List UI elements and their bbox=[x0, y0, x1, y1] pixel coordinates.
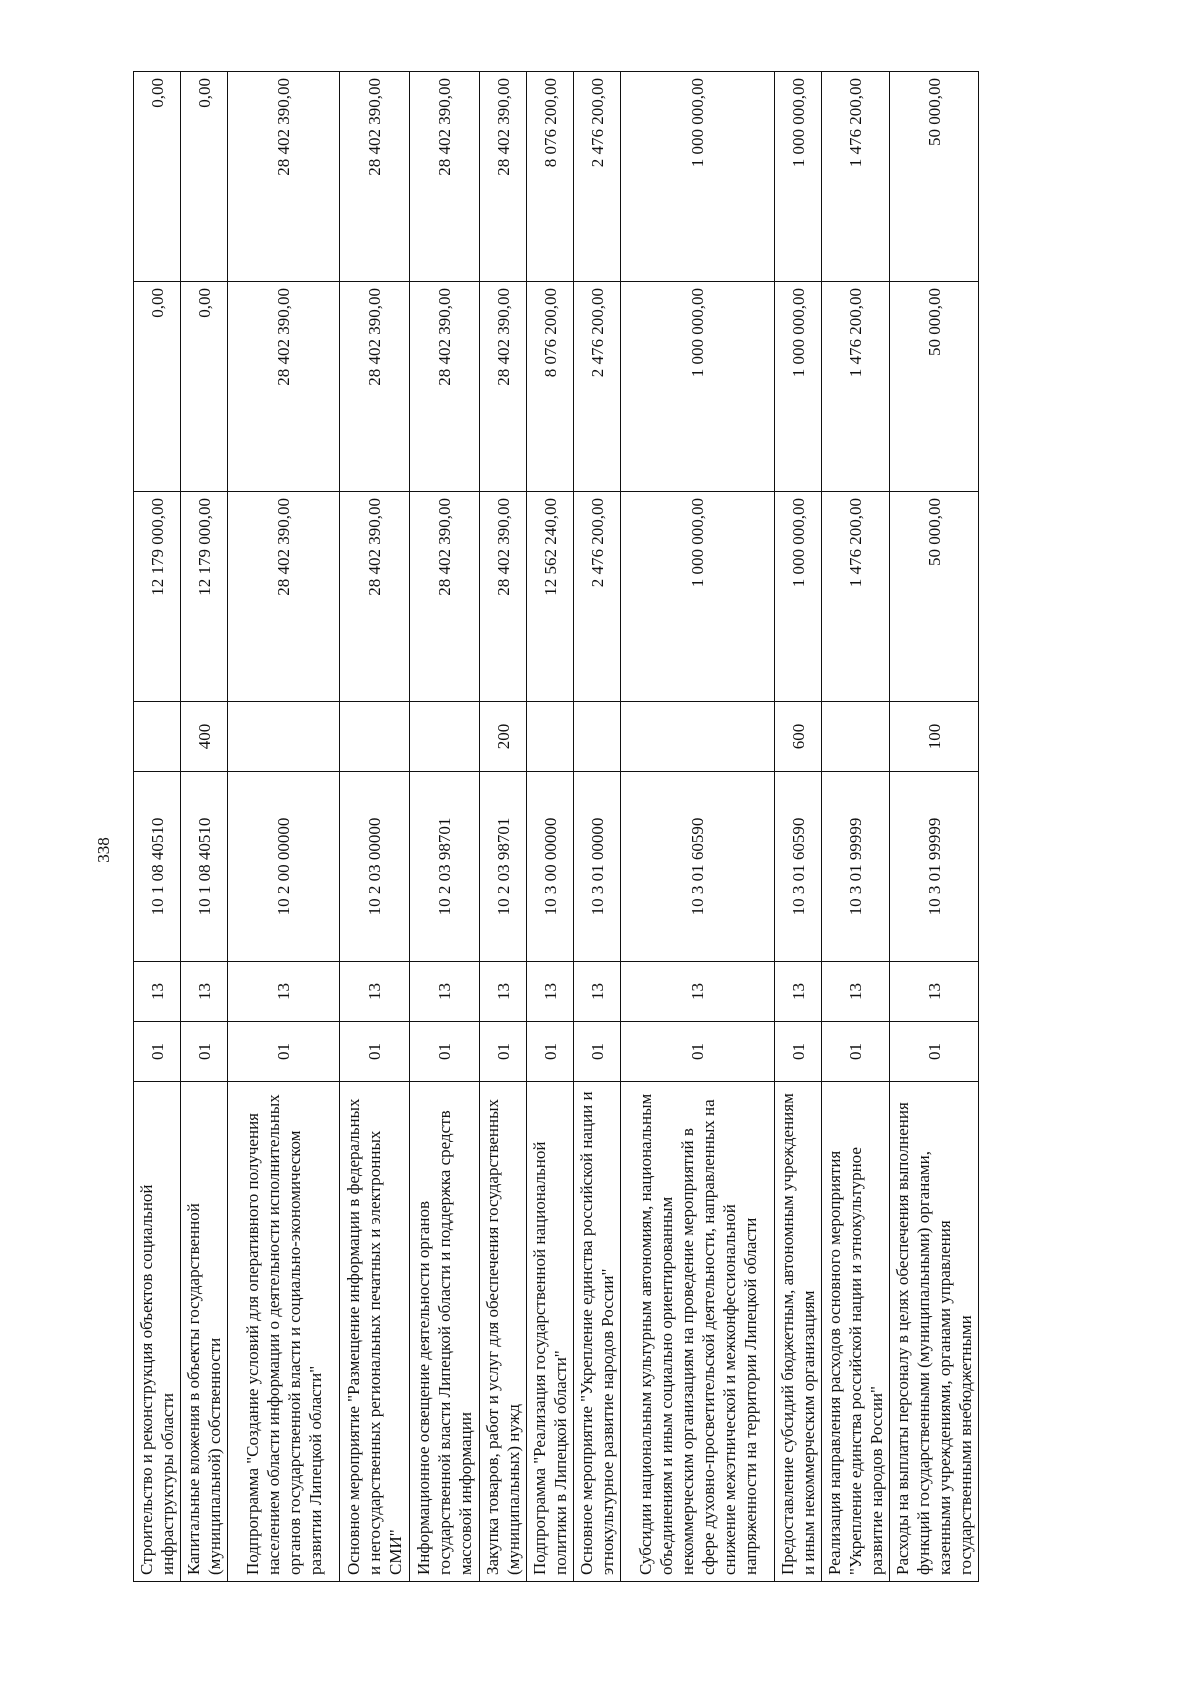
page-number: 338 bbox=[94, 837, 113, 863]
subsection-code-cell: 13 bbox=[228, 962, 340, 1022]
expense-type-cell: 400 bbox=[181, 702, 228, 772]
subsection-code-cell: 13 bbox=[340, 962, 410, 1022]
amount-year2-cell: 28 402 390,00 bbox=[410, 282, 480, 492]
section-code-cell: 01 bbox=[822, 1022, 890, 1082]
amount-year2-cell: 0,00 bbox=[134, 282, 181, 492]
subsection-code-cell: 13 bbox=[890, 962, 979, 1022]
section-code-cell: 01 bbox=[181, 1022, 228, 1082]
amount-year1-cell: 1 000 000,00 bbox=[775, 492, 822, 702]
subsection-code-cell: 13 bbox=[775, 962, 822, 1022]
amount-year2-cell: 28 402 390,00 bbox=[340, 282, 410, 492]
subsection-code-cell: 13 bbox=[822, 962, 890, 1022]
subsection-code-cell: 13 bbox=[574, 962, 621, 1022]
amount-year3-cell: 1 000 000,00 bbox=[775, 72, 822, 282]
row-name-cell: Капитальные вложения в объекты государственной (муниципальной) собственности bbox=[181, 1082, 228, 1582]
expense-type-cell bbox=[134, 702, 181, 772]
row-name-cell: Подпрограмма "Создание условий для оперативного получения населением области информации о деятельности исполнительных органов государственной власти и социально-экономическом развитии Липецкой области" bbox=[228, 1082, 340, 1582]
target-article-cell: 10 3 01 99999 bbox=[822, 772, 890, 962]
target-article-cell: 10 2 00 00000 bbox=[228, 772, 340, 962]
target-article-cell: 10 1 08 40510 bbox=[181, 772, 228, 962]
row-name-cell: Субсидии национальным культурным автономиям, национальным объединениям и иным социально ориентированным некоммерческим организациям на проведение мероприятий в сфере духовно-просветительской деятельности, направленных на снижение межэтнической и межконфессиональной напряженности на территории Липецкой области bbox=[621, 1082, 775, 1582]
row-name-cell: Основное мероприятие "Укрепление единства российской нации и этнокультурное развитие народов России" bbox=[574, 1082, 621, 1582]
table-row bbox=[228, 72, 340, 1582]
amount-year3-cell: 28 402 390,00 bbox=[480, 72, 527, 282]
table-row bbox=[822, 72, 890, 1582]
table-row bbox=[775, 72, 822, 1582]
amount-year2-cell: 0,00 bbox=[181, 282, 228, 492]
row-name-cell: Предоставление субсидий бюджетным, автономным учреждениям и иным некоммерческим организациям bbox=[775, 1082, 822, 1582]
budget-table bbox=[133, 71, 979, 1582]
expense-type-cell bbox=[621, 702, 775, 772]
target-article-cell: 10 2 03 98701 bbox=[480, 772, 527, 962]
amount-year2-cell: 1 000 000,00 bbox=[621, 282, 775, 492]
amount-year3-cell: 28 402 390,00 bbox=[410, 72, 480, 282]
expense-type-cell: 600 bbox=[775, 702, 822, 772]
expense-type-cell bbox=[228, 702, 340, 772]
subsection-code-cell: 13 bbox=[410, 962, 480, 1022]
amount-year2-cell: 8 076 200,00 bbox=[527, 282, 574, 492]
subsection-code-cell: 13 bbox=[181, 962, 228, 1022]
amount-year1-cell: 28 402 390,00 bbox=[340, 492, 410, 702]
section-code-cell: 01 bbox=[410, 1022, 480, 1082]
section-code-cell: 01 bbox=[890, 1022, 979, 1082]
section-code-cell: 01 bbox=[340, 1022, 410, 1082]
section-code-cell: 01 bbox=[574, 1022, 621, 1082]
amount-year2-cell: 1 476 200,00 bbox=[822, 282, 890, 492]
table-row bbox=[574, 72, 621, 1582]
amount-year3-cell: 2 476 200,00 bbox=[574, 72, 621, 282]
expense-type-cell bbox=[410, 702, 480, 772]
table-row bbox=[527, 72, 574, 1582]
amount-year3-cell: 50 000,00 bbox=[890, 72, 979, 282]
amount-year1-cell: 28 402 390,00 bbox=[228, 492, 340, 702]
section-code-cell: 01 bbox=[228, 1022, 340, 1082]
target-article-cell: 10 3 01 60590 bbox=[621, 772, 775, 962]
amount-year2-cell: 1 000 000,00 bbox=[775, 282, 822, 492]
table-body bbox=[134, 72, 979, 1582]
amount-year2-cell: 50 000,00 bbox=[890, 282, 979, 492]
row-name-cell: Закупка товаров, работ и услуг для обеспечения государственных (муниципальных) нужд bbox=[480, 1082, 527, 1582]
amount-year2-cell: 28 402 390,00 bbox=[480, 282, 527, 492]
amount-year3-cell: 28 402 390,00 bbox=[340, 72, 410, 282]
expense-type-cell bbox=[527, 702, 574, 772]
amount-year1-cell: 12 562 240,00 bbox=[527, 492, 574, 702]
target-article-cell: 10 3 01 60590 bbox=[775, 772, 822, 962]
row-name-cell: Подпрограмма "Реализация государственной национальной политики в Липецкой области" bbox=[527, 1082, 574, 1582]
expense-type-cell: 100 bbox=[890, 702, 979, 772]
table-row bbox=[134, 72, 181, 1582]
table-row bbox=[340, 72, 410, 1582]
subsection-code-cell: 13 bbox=[480, 962, 527, 1022]
row-name-cell: Расходы на выплаты персоналу в целях обеспечения выполнения функций государственными (муниципальными) органами, казенными учреждениями, органами управления государственными внебюджетными bbox=[890, 1082, 979, 1582]
table-row bbox=[890, 72, 979, 1582]
subsection-code-cell: 13 bbox=[134, 962, 181, 1022]
row-name-cell: Информационное освещение деятельности органов государственной власти Липецкой области и поддержка средств массовой информации bbox=[410, 1082, 480, 1582]
amount-year1-cell: 28 402 390,00 bbox=[480, 492, 527, 702]
expense-type-cell bbox=[340, 702, 410, 772]
row-name-cell: Основное мероприятие "Размещение информации в федеральных и негосударственных региональных печатных и электронных СМИ" bbox=[340, 1082, 410, 1582]
table-row bbox=[480, 72, 527, 1582]
target-article-cell: 10 1 08 40510 bbox=[134, 772, 181, 962]
amount-year3-cell: 28 402 390,00 bbox=[228, 72, 340, 282]
expense-type-cell: 200 bbox=[480, 702, 527, 772]
table-row bbox=[621, 72, 775, 1582]
target-article-cell: 10 3 01 99999 bbox=[890, 772, 979, 962]
target-article-cell: 10 2 03 98701 bbox=[410, 772, 480, 962]
row-name-cell: Реализация направления расходов основного мероприятия "Укрепление единства российской нации и этнокультурное развитие народов России" bbox=[822, 1082, 890, 1582]
amount-year1-cell: 1 000 000,00 bbox=[621, 492, 775, 702]
amount-year3-cell: 0,00 bbox=[181, 72, 228, 282]
target-article-cell: 10 3 01 00000 bbox=[574, 772, 621, 962]
amount-year1-cell: 50 000,00 bbox=[890, 492, 979, 702]
amount-year3-cell: 8 076 200,00 bbox=[527, 72, 574, 282]
expense-type-cell bbox=[574, 702, 621, 772]
target-article-cell: 10 2 03 00000 bbox=[340, 772, 410, 962]
subsection-code-cell: 13 bbox=[527, 962, 574, 1022]
section-code-cell: 01 bbox=[527, 1022, 574, 1082]
table-row bbox=[410, 72, 480, 1582]
amount-year3-cell: 1 000 000,00 bbox=[621, 72, 775, 282]
amount-year1-cell: 2 476 200,00 bbox=[574, 492, 621, 702]
section-code-cell: 01 bbox=[775, 1022, 822, 1082]
amount-year3-cell: 1 476 200,00 bbox=[822, 72, 890, 282]
amount-year1-cell: 28 402 390,00 bbox=[410, 492, 480, 702]
section-code-cell: 01 bbox=[621, 1022, 775, 1082]
section-code-cell: 01 bbox=[480, 1022, 527, 1082]
target-article-cell: 10 3 00 00000 bbox=[527, 772, 574, 962]
amount-year1-cell: 12 179 000,00 bbox=[134, 492, 181, 702]
amount-year3-cell: 0,00 bbox=[134, 72, 181, 282]
amount-year1-cell: 12 179 000,00 bbox=[181, 492, 228, 702]
table-row bbox=[181, 72, 228, 1582]
rotated-table-container bbox=[133, 72, 975, 1582]
section-code-cell: 01 bbox=[134, 1022, 181, 1082]
subsection-code-cell: 13 bbox=[621, 962, 775, 1022]
row-name-cell: Строительство и реконструкция объектов социальной инфраструктуры области bbox=[134, 1082, 181, 1582]
amount-year2-cell: 2 476 200,00 bbox=[574, 282, 621, 492]
expense-type-cell bbox=[822, 702, 890, 772]
amount-year1-cell: 1 476 200,00 bbox=[822, 492, 890, 702]
amount-year2-cell: 28 402 390,00 bbox=[228, 282, 340, 492]
